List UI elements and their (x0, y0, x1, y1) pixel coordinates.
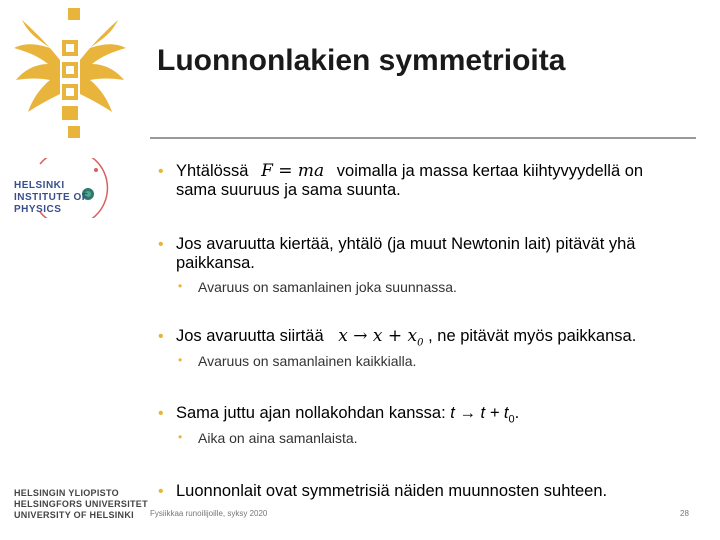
university-name-fi: HELSINGIN YLIOPISTO (14, 488, 119, 498)
equation-translation (338, 327, 423, 352)
bullet5-text: Luonnonlait ovat symmetrisiä näiden muunnosten suhteen. (176, 482, 608, 500)
sub-bullet-translation (178, 353, 417, 369)
eq-arrow: → (353, 326, 368, 346)
sub-bullet-dot-icon: • (178, 279, 183, 293)
university-flame-logo (0, 0, 140, 150)
bullet4-text: Sama juttu ajan nollakohdan kanssa: (176, 404, 446, 422)
university-name-sv: HELSINGFORS UNIVERSITET (14, 499, 148, 509)
bullet-time (158, 404, 716, 429)
bullet-symmetry (158, 482, 716, 501)
bullet2-text-b: paikkansa. (176, 254, 255, 272)
bullet3-text-b: , ne pitävät myös paikkansa. (428, 327, 637, 345)
title-divider (150, 137, 696, 139)
university-name-en: UNIVERSITY OF HELSINKI (14, 510, 134, 520)
page-number: 28 (680, 509, 689, 518)
sub2-text: Avaruus on samanlainen joka suunnassa. (198, 279, 457, 295)
bullet-dot-icon: • (158, 405, 164, 422)
bullet2-text-a: Jos avaruutta kiertää, yhtälö (ja muut Newtonin lait) pitävät yhä (176, 235, 636, 253)
equation-time: t → t + t (450, 404, 509, 422)
bullet-dot-icon: • (158, 236, 164, 253)
bullet-dot-icon: • (158, 163, 164, 180)
footer-course: Fysiikkaa runoilijoille, syksy 2020 (150, 509, 268, 518)
eq-time-subscript: 0 (508, 413, 515, 426)
bullet-dot-icon: • (158, 483, 164, 500)
bullet-translation (158, 326, 716, 352)
bullet3-text-a: Jos avaruutta siirtää (176, 327, 324, 345)
sub-bullet-rotation (178, 279, 457, 295)
bullet1-text-a: Yhtälössä (176, 162, 249, 180)
sub-bullet-dot-icon: • (178, 353, 183, 367)
eq-lhs: x (338, 326, 348, 346)
sub3-text: Avaruus on samanlainen kaikkialla. (198, 353, 417, 369)
slide-title: Luonnonlakien symmetrioita (157, 44, 566, 77)
bullet1-text-c: sama suuruus ja sama suunta. (176, 181, 401, 199)
eq-rhs: x + x (372, 326, 418, 346)
bullet1-text-b: voimalla ja massa kertaa kiihtyvyydellä on (336, 162, 644, 180)
sub-bullet-time (178, 430, 358, 446)
hip-line-1: HELSINKI (14, 180, 65, 191)
sub4-text: Aika on aina samanlaista. (198, 430, 358, 446)
eq-subscript: 0 (417, 337, 424, 349)
hip-line-3: PHYSICS (14, 204, 62, 215)
bullet4-end: . (514, 404, 520, 422)
sub-bullet-dot-icon: • (178, 430, 183, 444)
hip-line-2: INSTITUTE OF (14, 192, 89, 203)
bullet-newton-law (158, 161, 706, 200)
bullet-dot-icon: • (158, 328, 164, 345)
equation-f-ma: F = ma (261, 161, 325, 181)
bullet-rotation (158, 235, 716, 273)
